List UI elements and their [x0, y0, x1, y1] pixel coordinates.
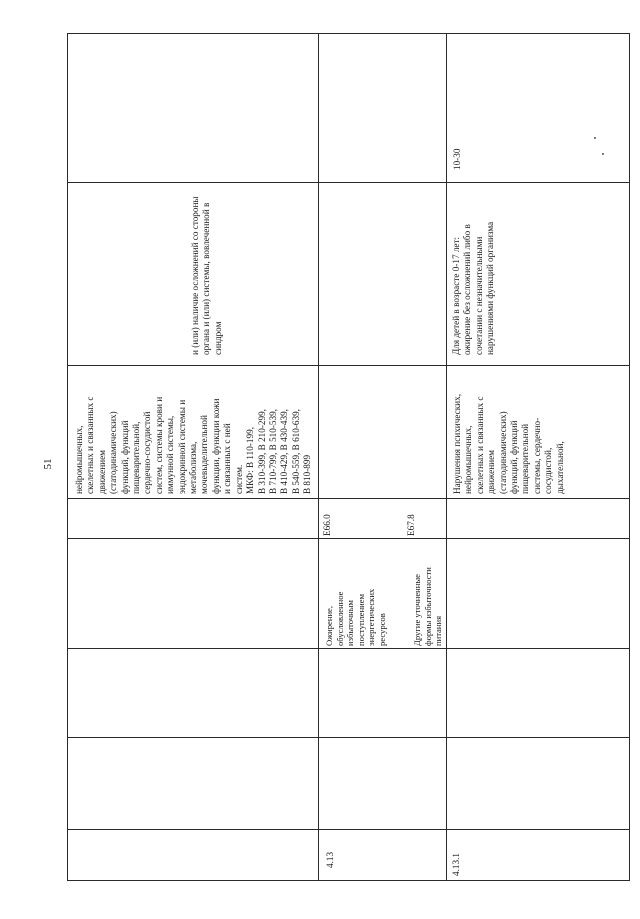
table-border-right: [67, 880, 629, 881]
scan-speck: [602, 153, 604, 155]
row-number-4-13-1: 4.13.1: [451, 853, 461, 876]
icd-code-e66-0: Е66.0: [322, 514, 332, 536]
scan-speck: [594, 137, 596, 139]
criteria-cell-4-13-1: Для детей в возрасте 0-17 лет: ожирение без осложнений либо в сочетании с незначительными нарушениями функций организма: [451, 221, 496, 355]
column-divider: [67, 648, 629, 649]
column-divider: [67, 737, 629, 738]
table-border-top: [67, 33, 68, 881]
disease-name-obesity: Ожирение, обусловленное избыточным поступлением энергетических ресурсов: [324, 588, 387, 646]
column-divider: [67, 538, 629, 539]
row-number-4-13: 4.13: [325, 851, 335, 868]
row-divider: [446, 33, 447, 881]
disease-name-other-overnutrition: Другие уточненные формы избыточности питания: [412, 567, 444, 646]
icd-code-e67-8: Е67.8: [406, 514, 416, 536]
condition-cell-4-13-1: Нарушения психических, нейромышечных, скелетных и связанных с движением (статодинамических) функций, функций пищеварительной системы, сердечно- сосудистой, дыхательной,: [452, 394, 565, 494]
condition-cell-continued: нейромышечных, скелетных и связанных с движением (статодинамических) функций, функций пищеварительной, сердечно-сосудистой систем, системы крови и иммунной системы, эндокринной системы и метаболизма, мочевыделительной функции, функции кожи и связанных с ней систем. МКФ: В 110-199, В 310-399, В 210-299, В 710-799, В 510-539, В 410-429, В 430-439, В 540-559, В 610-639, В 810-899: [74, 396, 313, 494]
page-number: 51: [42, 458, 54, 470]
criteria-cell-continued: и (или) наличие осложнений со стороны органа и (или) системы, вовлеченной в синдром: [190, 196, 223, 355]
column-divider: [67, 182, 629, 183]
column-divider: [67, 498, 629, 499]
table-border-bottom: [629, 33, 630, 881]
column-divider: [67, 829, 629, 830]
row-divider: [318, 33, 319, 881]
table-border-left: [67, 33, 629, 34]
percent-cell-4-13-1: 10-30: [452, 148, 462, 170]
